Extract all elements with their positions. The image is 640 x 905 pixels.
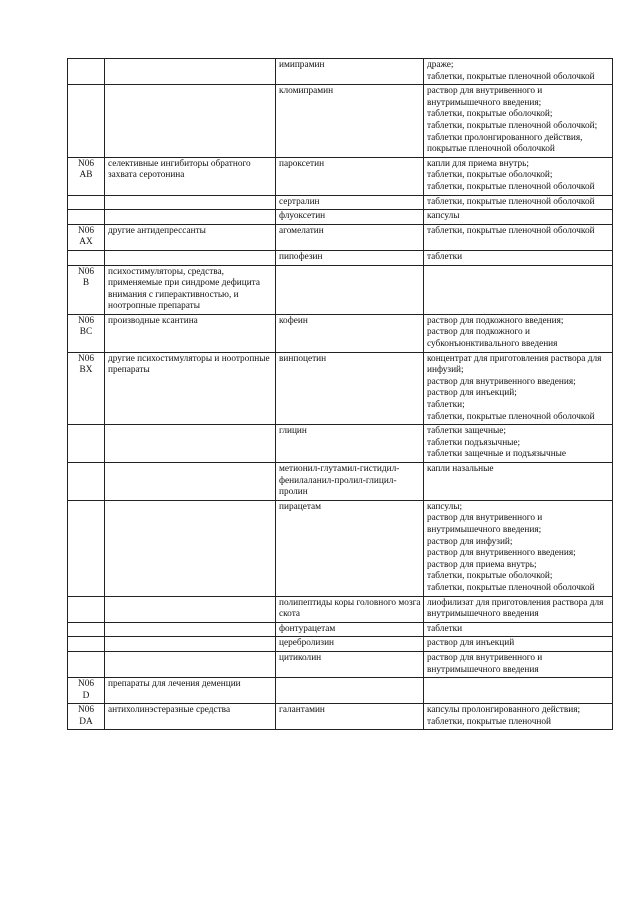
- atc-group-cell: [105, 195, 276, 210]
- atc-code-cell: [68, 85, 105, 158]
- dosage-form-cell: драже; таблетки, покрытые пленочной оболочкой: [424, 59, 613, 85]
- drug-name-cell: винпоцетин: [276, 352, 424, 425]
- atc-group-cell: [105, 622, 276, 637]
- drug-name-cell: пароксетин: [276, 157, 424, 195]
- drug-name-cell: полипептиды коры головного мозга скота: [276, 596, 424, 622]
- table-row: [68, 678, 613, 704]
- atc-code-cell: [68, 195, 105, 210]
- dosage-form-cell: капсулы; раствор для внутривенного и внутримышечного введения; раствор для инфузий; раствор для внутривенного введения; раствор для приема внутрь; таблетки, покрытые оболочкой; таблетки, покрытые пленочной оболочкой: [424, 500, 613, 596]
- atc-group-cell: другие антидепрессанты: [105, 224, 276, 250]
- drug-name-cell: сертралин: [276, 195, 424, 210]
- atc-group-cell: препараты для лечения деменции: [105, 678, 276, 704]
- atc-code-cell: N06 BC: [68, 314, 105, 352]
- dosage-form-cell: таблетки: [424, 250, 613, 265]
- table-row: [68, 210, 613, 225]
- atc-group-cell: антихолинэстеразные средства: [105, 704, 276, 730]
- atc-code-cell: [68, 250, 105, 265]
- table-row: [68, 195, 613, 210]
- atc-group-cell: [105, 85, 276, 158]
- drug-name-cell: кломипрамин: [276, 85, 424, 158]
- atc-code-cell: [68, 463, 105, 501]
- drug-name-cell: галантамин: [276, 704, 424, 730]
- dosage-form-cell: [424, 265, 613, 314]
- atc-code-cell: N06 B: [68, 265, 105, 314]
- atc-group-cell: [105, 425, 276, 463]
- dosage-form-cell: лиофилизат для приготовления раствора для внутримышечного введения: [424, 596, 613, 622]
- atc-group-cell: другие психостимуляторы и ноотропные препараты: [105, 352, 276, 425]
- atc-code-cell: [68, 637, 105, 652]
- atc-code-cell: [68, 210, 105, 225]
- atc-code-cell: N06 DA: [68, 704, 105, 730]
- atc-group-cell: [105, 210, 276, 225]
- atc-group-cell: [105, 637, 276, 652]
- dosage-form-cell: [424, 678, 613, 704]
- atc-group-cell: психостимуляторы, средства, применяемые при синдроме дефицита внимания с гиперактивностью, и ноотропные препараты: [105, 265, 276, 314]
- table-row: [68, 463, 613, 501]
- table-row: [68, 314, 613, 352]
- dosage-form-cell: таблетки: [424, 622, 613, 637]
- drug-name-cell: метионил-глутамил-гистидил-фенилаланил-пролил-глицил-пролин: [276, 463, 424, 501]
- table-row: [68, 651, 613, 677]
- table-row: [68, 224, 613, 250]
- drug-name-cell: агомелатин: [276, 224, 424, 250]
- dosage-form-cell: таблетки защечные; таблетки подъязычные; таблетки защечные и подъязычные: [424, 425, 613, 463]
- atc-code-cell: N06 D: [68, 678, 105, 704]
- table-row: [68, 425, 613, 463]
- atc-group-cell: [105, 500, 276, 596]
- atc-code-cell: N06 BX: [68, 352, 105, 425]
- atc-code-cell: [68, 500, 105, 596]
- dosage-form-cell: раствор для подкожного введения; раствор для подкожного и субконъюнктивального введения: [424, 314, 613, 352]
- drug-name-cell: пирацетам: [276, 500, 424, 596]
- dosage-form-cell: раствор для внутривенного и внутримышечного введения: [424, 651, 613, 677]
- atc-code-cell: N06 AB: [68, 157, 105, 195]
- atc-group-cell: [105, 596, 276, 622]
- table-row: [68, 352, 613, 425]
- dosage-form-cell: таблетки, покрытые пленочной оболочкой: [424, 224, 613, 250]
- atc-group-cell: [105, 250, 276, 265]
- dosage-form-cell: капли назальные: [424, 463, 613, 501]
- dosage-form-cell: капсулы пролонгированного действия; таблетки, покрытые пленочной: [424, 704, 613, 730]
- table-row: [68, 500, 613, 596]
- drug-name-cell: [276, 265, 424, 314]
- dosage-form-cell: таблетки, покрытые пленочной оболочкой: [424, 195, 613, 210]
- drug-name-cell: пипофезин: [276, 250, 424, 265]
- atc-group-cell: [105, 651, 276, 677]
- atc-code-cell: [68, 425, 105, 463]
- table-row: [68, 704, 613, 730]
- atc-group-cell: производные ксантина: [105, 314, 276, 352]
- atc-code-cell: [68, 596, 105, 622]
- drug-name-cell: флуоксетин: [276, 210, 424, 225]
- atc-group-cell: [105, 59, 276, 85]
- table-row: [68, 596, 613, 622]
- table-row: [68, 622, 613, 637]
- table-row: [68, 59, 613, 85]
- table-row: [68, 250, 613, 265]
- dosage-form-cell: раствор для внутривенного и внутримышечного введения; таблетки, покрытые оболочкой; таблетки, покрытые пленочной оболочкой; таблетки пролонгированного действия, покрытые пленочной оболочкой: [424, 85, 613, 158]
- drug-name-cell: фонтурацетам: [276, 622, 424, 637]
- drug-name-cell: глицин: [276, 425, 424, 463]
- atc-code-cell: [68, 59, 105, 85]
- table-row: [68, 637, 613, 652]
- atc-group-cell: селективные ингибиторы обратного захвата серотонина: [105, 157, 276, 195]
- dosage-form-cell: капсулы: [424, 210, 613, 225]
- dosage-form-cell: раствор для инъекций: [424, 637, 613, 652]
- atc-code-cell: N06 AX: [68, 224, 105, 250]
- table-row: [68, 85, 613, 158]
- atc-code-cell: [68, 622, 105, 637]
- drug-table: [67, 58, 613, 730]
- drug-name-cell: имипрамин: [276, 59, 424, 85]
- atc-group-cell: [105, 463, 276, 501]
- dosage-form-cell: концентрат для приготовления раствора для инфузий; раствор для внутривенного введения; раствор для инъекций; таблетки; таблетки, покрытые пленочной оболочкой: [424, 352, 613, 425]
- drug-name-cell: церебролизин: [276, 637, 424, 652]
- drug-name-cell: [276, 678, 424, 704]
- atc-code-cell: [68, 651, 105, 677]
- table-row: [68, 157, 613, 195]
- drug-name-cell: кофеин: [276, 314, 424, 352]
- table-row: [68, 265, 613, 314]
- drug-name-cell: цитиколин: [276, 651, 424, 677]
- dosage-form-cell: капли для приема внутрь; таблетки, покрытые оболочкой; таблетки, покрытые пленочной оболочкой: [424, 157, 613, 195]
